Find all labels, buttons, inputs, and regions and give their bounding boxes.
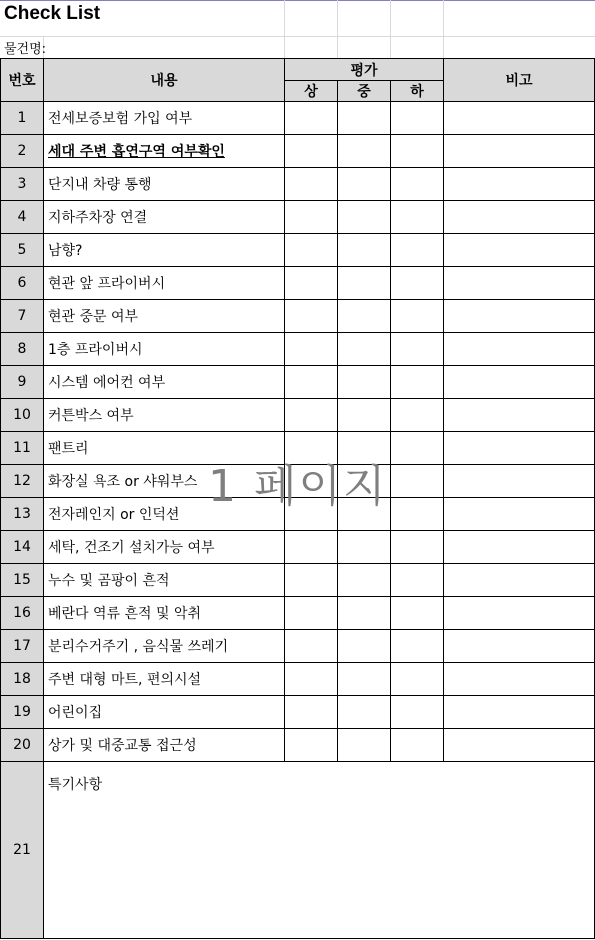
table-row <box>1 300 595 333</box>
table-row <box>1 234 595 267</box>
row-content[interactable] <box>44 168 285 201</box>
row-content[interactable] <box>44 663 285 696</box>
eval-low-cell[interactable] <box>391 696 444 729</box>
table-row <box>1 168 595 201</box>
eval-low-cell[interactable] <box>391 465 444 498</box>
eval-low-cell[interactable] <box>391 597 444 630</box>
eval-mid-cell[interactable] <box>338 597 391 630</box>
eval-high-cell[interactable] <box>285 696 338 729</box>
remarks-cell[interactable] <box>444 333 595 366</box>
row-content[interactable] <box>44 102 285 135</box>
row-content-text: 베란다 역류 흔적 및 악취 <box>48 606 202 622</box>
header-content: 내용 <box>44 59 285 102</box>
eval-mid-cell[interactable] <box>338 201 391 234</box>
remarks-cell[interactable] <box>444 366 595 399</box>
row-content[interactable] <box>44 564 285 597</box>
eval-low-cell[interactable] <box>391 663 444 696</box>
row-content-text: 세대 주변 흡연구역 여부확인 <box>48 144 225 160</box>
eval-mid-cell[interactable] <box>338 234 391 267</box>
table-row <box>1 102 595 135</box>
table-row <box>1 399 595 432</box>
row-content[interactable] <box>44 597 285 630</box>
eval-high-cell[interactable] <box>285 366 338 399</box>
gridline <box>284 0 285 58</box>
row-number: 12 <box>1 465 44 498</box>
special-notes-row <box>1 762 595 939</box>
header-eval-low: 하 <box>391 81 444 102</box>
eval-mid-cell[interactable] <box>338 531 391 564</box>
remarks-cell[interactable] <box>444 564 595 597</box>
remarks-cell[interactable] <box>444 102 595 135</box>
page-title: Check List <box>4 3 101 24</box>
row-content-text: 전자레인지 or 인덕션 <box>48 507 180 523</box>
eval-mid-cell[interactable] <box>338 663 391 696</box>
row-content-text: 1층 프라이버시 <box>48 342 143 358</box>
header-number: 번호 <box>1 59 44 102</box>
remarks-cell[interactable] <box>444 234 595 267</box>
row-content[interactable] <box>44 201 285 234</box>
table-row <box>1 729 595 762</box>
remarks-cell[interactable] <box>444 399 595 432</box>
eval-high-cell[interactable] <box>285 102 338 135</box>
row-content-text: 화장실 욕조 or 샤워부스 <box>48 474 198 490</box>
eval-high-cell[interactable] <box>285 300 338 333</box>
eval-high-cell[interactable] <box>285 267 338 300</box>
gridline <box>337 0 338 58</box>
remarks-cell[interactable] <box>444 630 595 663</box>
row-content-text: 현관 중문 여부 <box>48 309 139 325</box>
eval-mid-cell[interactable] <box>338 399 391 432</box>
eval-low-cell[interactable] <box>391 366 444 399</box>
row-number: 18 <box>1 663 44 696</box>
table-row <box>1 366 595 399</box>
row-number: 16 <box>1 597 44 630</box>
eval-high-cell[interactable] <box>285 630 338 663</box>
row-content-text: 전세보증보험 가입 여부 <box>48 111 193 127</box>
remarks-cell[interactable] <box>444 498 595 531</box>
row-content[interactable] <box>44 531 285 564</box>
eval-mid-cell[interactable] <box>338 630 391 663</box>
remarks-cell[interactable] <box>444 663 595 696</box>
row-number: 7 <box>1 300 44 333</box>
row-number: 5 <box>1 234 44 267</box>
row-content[interactable] <box>44 300 285 333</box>
remarks-cell[interactable] <box>444 465 595 498</box>
remarks-cell[interactable] <box>444 168 595 201</box>
eval-low-cell[interactable] <box>391 564 444 597</box>
table-row <box>1 663 595 696</box>
row-number: 2 <box>1 135 44 168</box>
row-number: 11 <box>1 432 44 465</box>
eval-low-cell[interactable] <box>391 201 444 234</box>
eval-mid-cell[interactable] <box>338 366 391 399</box>
row-number: 6 <box>1 267 44 300</box>
row-number: 4 <box>1 201 44 234</box>
eval-low-cell[interactable] <box>391 399 444 432</box>
row-content[interactable] <box>44 135 285 168</box>
row-content-text: 지하주차장 연결 <box>48 210 148 226</box>
eval-low-cell[interactable] <box>391 168 444 201</box>
row-content-text: 팬트리 <box>48 441 89 457</box>
header-eval-high: 상 <box>285 81 338 102</box>
row-number: 13 <box>1 498 44 531</box>
row-content[interactable] <box>44 267 285 300</box>
remarks-cell[interactable] <box>444 597 595 630</box>
eval-mid-cell[interactable] <box>338 333 391 366</box>
eval-low-cell[interactable] <box>391 333 444 366</box>
eval-mid-cell[interactable] <box>338 168 391 201</box>
row-number: 21 <box>1 762 44 939</box>
eval-low-cell[interactable] <box>391 531 444 564</box>
row-content-text: 커튼박스 여부 <box>48 408 134 424</box>
row-number: 8 <box>1 333 44 366</box>
row-number: 10 <box>1 399 44 432</box>
gridline <box>0 0 595 1</box>
eval-mid-cell[interactable] <box>338 564 391 597</box>
row-content-text: 단지내 차량 통행 <box>48 177 152 193</box>
row-number: 15 <box>1 564 44 597</box>
row-content[interactable] <box>44 696 285 729</box>
row-number: 9 <box>1 366 44 399</box>
eval-high-cell[interactable] <box>285 564 338 597</box>
table-row <box>1 201 595 234</box>
eval-high-cell[interactable] <box>285 663 338 696</box>
table-row <box>1 696 595 729</box>
eval-high-cell[interactable] <box>285 729 338 762</box>
remarks-cell[interactable] <box>444 201 595 234</box>
header-evaluation: 평가 <box>285 59 444 81</box>
row-content[interactable] <box>44 366 285 399</box>
row-content[interactable] <box>44 399 285 432</box>
checklist-rows <box>1 102 595 939</box>
special-notes-label: 특기사항 <box>48 777 103 793</box>
eval-low-cell[interactable] <box>391 267 444 300</box>
eval-high-cell[interactable] <box>285 399 338 432</box>
row-number: 20 <box>1 729 44 762</box>
eval-low-cell[interactable] <box>391 432 444 465</box>
eval-low-cell[interactable] <box>391 234 444 267</box>
row-content-text: 주변 대형 마트, 편의시설 <box>48 672 202 688</box>
row-content-text: 세탁, 건조기 설치가능 여부 <box>48 540 215 556</box>
gridline <box>390 0 391 58</box>
row-content-text: 현관 앞 프라이버시 <box>48 276 166 292</box>
gridline <box>0 36 595 37</box>
row-content-text: 분리수거주기 , 음식물 쓰레기 <box>48 639 229 655</box>
row-content[interactable] <box>44 234 285 267</box>
eval-high-cell[interactable] <box>285 135 338 168</box>
remarks-cell[interactable] <box>444 531 595 564</box>
eval-mid-cell[interactable] <box>338 267 391 300</box>
row-content-text: 남향? <box>48 243 83 259</box>
row-number: 14 <box>1 531 44 564</box>
header-remarks: 비고 <box>444 59 595 102</box>
eval-mid-cell[interactable] <box>338 102 391 135</box>
row-content-text: 상가 및 대중교통 접근성 <box>48 738 197 754</box>
eval-high-cell[interactable] <box>285 168 338 201</box>
eval-low-cell[interactable] <box>391 630 444 663</box>
table-row <box>1 531 595 564</box>
eval-high-cell[interactable] <box>285 234 338 267</box>
row-content-text: 누수 및 곰팡이 흔적 <box>48 573 170 589</box>
eval-high-cell[interactable] <box>285 597 338 630</box>
row-number: 17 <box>1 630 44 663</box>
table-row <box>1 630 595 663</box>
row-number: 19 <box>1 696 44 729</box>
property-name-label: 물건명: <box>4 42 47 57</box>
remarks-cell[interactable] <box>444 432 595 465</box>
table-row <box>1 564 595 597</box>
row-content[interactable] <box>44 729 285 762</box>
eval-low-cell[interactable] <box>391 300 444 333</box>
table-row <box>1 597 595 630</box>
eval-mid-cell[interactable] <box>338 135 391 168</box>
row-content[interactable] <box>44 333 285 366</box>
remarks-cell[interactable] <box>444 300 595 333</box>
remarks-cell[interactable] <box>444 267 595 300</box>
row-number: 3 <box>1 168 44 201</box>
table-row <box>1 333 595 366</box>
eval-mid-cell[interactable] <box>338 696 391 729</box>
remarks-cell[interactable] <box>444 135 595 168</box>
row-content-text: 시스템 에어컨 여부 <box>48 375 166 391</box>
row-content-text: 어린이집 <box>48 705 103 721</box>
table-row <box>1 267 595 300</box>
eval-mid-cell[interactable] <box>338 729 391 762</box>
eval-mid-cell[interactable] <box>338 300 391 333</box>
row-content[interactable] <box>44 630 285 663</box>
eval-low-cell[interactable] <box>391 498 444 531</box>
eval-high-cell[interactable] <box>285 531 338 564</box>
eval-high-cell[interactable] <box>285 201 338 234</box>
special-notes-cell[interactable] <box>44 762 595 939</box>
eval-low-cell[interactable] <box>391 135 444 168</box>
header-eval-mid: 중 <box>338 81 391 102</box>
row-number: 1 <box>1 102 44 135</box>
table-row <box>1 135 595 168</box>
eval-low-cell[interactable] <box>391 102 444 135</box>
remarks-cell[interactable] <box>444 696 595 729</box>
remarks-cell[interactable] <box>444 729 595 762</box>
eval-low-cell[interactable] <box>391 729 444 762</box>
gridline <box>443 0 444 58</box>
page-watermark: 1 페이지 <box>208 461 388 512</box>
eval-high-cell[interactable] <box>285 333 338 366</box>
